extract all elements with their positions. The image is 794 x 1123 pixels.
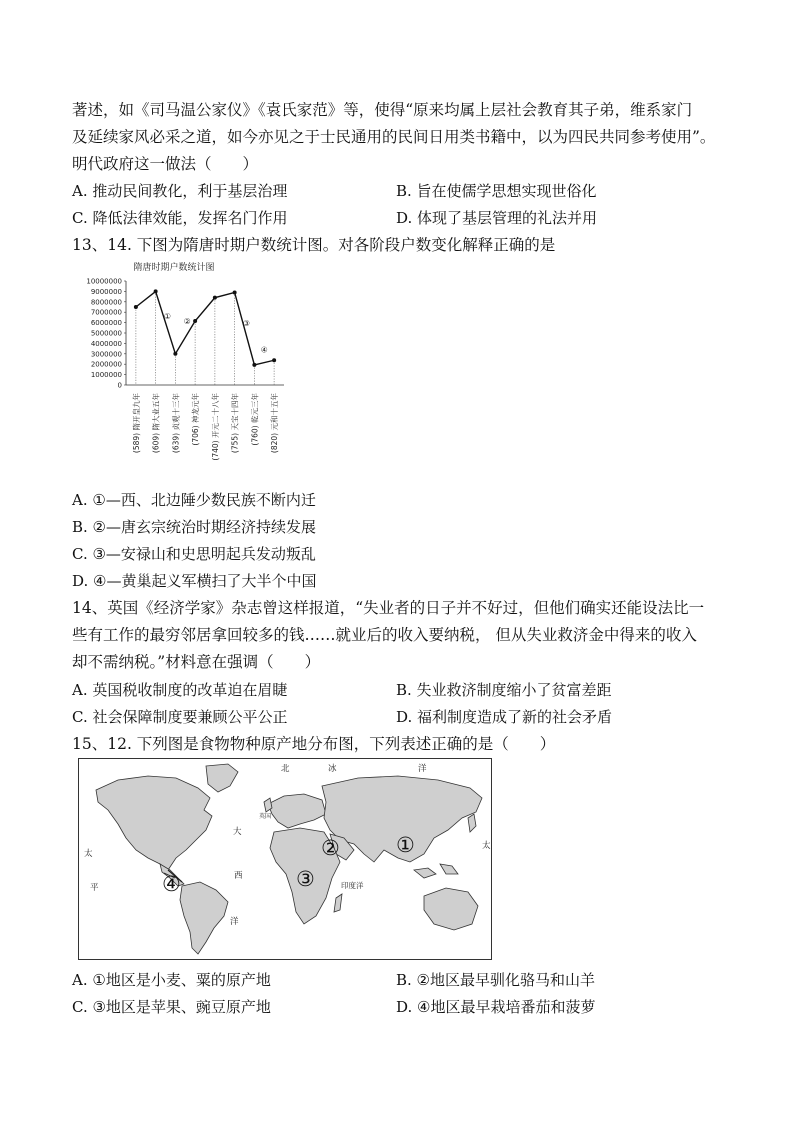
q15-option-a[interactable]: A. ①地区是小麦、粟的原产地 xyxy=(72,971,271,989)
label-xi: 西 xyxy=(234,871,243,881)
y-tick-label-5: 5000000 xyxy=(90,329,122,338)
data-point-4 xyxy=(213,296,217,300)
label-tai-left: 太 xyxy=(84,849,93,859)
marker-2: ② xyxy=(321,836,340,860)
x-label-2: (639) 贞观十三年 xyxy=(171,393,181,454)
data-point-6 xyxy=(252,363,256,367)
marker-3: ③ xyxy=(296,867,315,891)
marker-1: ① xyxy=(396,833,415,857)
data-point-7 xyxy=(272,358,276,362)
marker-4: ④ xyxy=(162,872,181,896)
y-tick-label-1: 1000000 xyxy=(90,371,122,380)
q14-option-d[interactable]: D. 福利制度造成了新的社会矛盾 xyxy=(396,708,613,726)
q13-stem: 13、14. 下图为隋唐时期户数统计图。对各阶段户数变化解释正确的是 xyxy=(72,236,556,254)
label-yang: 洋 xyxy=(230,917,239,927)
y-tick-label-2: 2000000 xyxy=(90,360,122,369)
stage-annotation-4: ④ xyxy=(260,345,268,355)
y-tick-label-9: 9000000 xyxy=(90,287,122,296)
x-label-0: (589) 隋开皇九年 xyxy=(131,393,141,454)
chart-axes xyxy=(86,278,284,390)
label-indian-ocean: 印度洋 xyxy=(341,881,364,890)
stage-annotation-1: ① xyxy=(163,311,172,321)
q14-line-3: 却不需纳税。”材料意在强调（ ） xyxy=(72,653,321,671)
y-tick-label-3: 3000000 xyxy=(90,350,122,359)
series-line xyxy=(136,291,274,365)
x-label-4: (740) 开元二十八年 xyxy=(210,393,220,461)
q13-option-d[interactable]: D. ④—黄巢起义军横扫了大半个中国 xyxy=(72,572,317,590)
data-point-3 xyxy=(193,319,197,323)
stage-annotation-2: ② xyxy=(183,317,191,327)
household-chart xyxy=(72,257,292,482)
q12-option-b[interactable]: B. 旨在使儒学思想实现世俗化 xyxy=(396,182,597,200)
q14-option-a[interactable]: A. 英国税收制度的改革迫在眉睫 xyxy=(72,681,288,699)
y-tick-label-7: 7000000 xyxy=(90,308,122,317)
data-point-0 xyxy=(134,305,138,309)
label-north: 北 xyxy=(281,764,290,774)
data-point-2 xyxy=(173,352,177,356)
label-da: 大 xyxy=(233,827,242,837)
y-tick-label-4: 4000000 xyxy=(90,339,122,348)
q12-line-3: 明代政府这一做法（ ） xyxy=(72,155,259,173)
label-tai-right: 太 xyxy=(482,841,491,851)
q12-option-c[interactable]: C. 降低法律效能，发挥名门作用 xyxy=(72,209,288,227)
q12-option-a[interactable]: A. 推动民间教化，利于基层治理 xyxy=(72,182,288,200)
q14-option-b[interactable]: B. 失业救济制度缩小了贫富差距 xyxy=(396,681,612,699)
q15-option-b[interactable]: B. ②地区最早驯化骆马和山羊 xyxy=(396,971,596,989)
q15-stem: 15、12. 下列图是食物物种原产地分布图，下列表述正确的是（ ） xyxy=(72,735,556,753)
x-label-6: (760) 乾元三年 xyxy=(250,393,260,446)
data-point-5 xyxy=(233,290,237,294)
food-origin-world-map xyxy=(78,758,492,960)
q13-option-a[interactable]: A. ①—西、北边陲少数民族不断内迁 xyxy=(72,491,316,509)
q12-line-2: 及延续家风必采之道，如今亦见之于士民通用的民间日用类书籍中，以为四民共同参考使用”。 xyxy=(72,128,716,146)
q12-line-1: 著述，如《司马温公家仪》《袁氏家范》等，使得“原来均属上层社会教育其子弟，维系家门 xyxy=(72,101,693,119)
x-label-7: (820) 元和十五年 xyxy=(270,393,280,454)
q12-option-d[interactable]: D. 体现了基层管理的礼法并用 xyxy=(396,209,598,227)
chart-xlabels xyxy=(131,393,279,461)
q13-option-b[interactable]: B. ②—唐玄宗统治时期经济持续发展 xyxy=(72,518,317,536)
x-label-3: (706) 神龙元年 xyxy=(191,393,201,446)
y-tick-label-10: 10000000 xyxy=(86,277,122,286)
label-ping: 平 xyxy=(90,883,99,893)
x-label-5: (755) 天宝十四年 xyxy=(230,393,240,454)
y-tick-label-6: 6000000 xyxy=(90,319,122,328)
q15-option-c[interactable]: C. ③地区是苹果、豌豆原产地 xyxy=(72,998,271,1016)
y-tick-label-0: 0 xyxy=(117,381,122,390)
data-point-1 xyxy=(154,289,158,293)
q14-line-2: 些有工作的最穷邻居拿回较多的钱……就业后的收入要纳税， 但从失业救济金中得来的收入 xyxy=(72,626,697,644)
label-uk: 英国 xyxy=(259,813,272,820)
y-tick-label-8: 8000000 xyxy=(90,298,122,307)
label-ocean-top: 洋 xyxy=(418,764,427,774)
q14-option-c[interactable]: C. 社会保障制度要兼顾公平公正 xyxy=(72,708,288,726)
label-ice: 冰 xyxy=(328,764,337,774)
q13-option-c[interactable]: C. ③—安禄山和史思明起兵发动叛乱 xyxy=(72,545,316,563)
q14-line-1: 14、英国《经济学家》杂志曾这样报道，“失业者的日子并不好过，但他们确实还能设法比一 xyxy=(72,599,705,617)
stage-annotation-3: ③ xyxy=(242,318,251,328)
x-label-1: (609) 隋大业五年 xyxy=(151,393,161,454)
chart-marks xyxy=(134,289,276,385)
chart-title: 隋唐时期户数统计图 xyxy=(133,263,215,273)
q15-option-d[interactable]: D. ④地区最早栽培番茄和菠萝 xyxy=(396,998,596,1016)
